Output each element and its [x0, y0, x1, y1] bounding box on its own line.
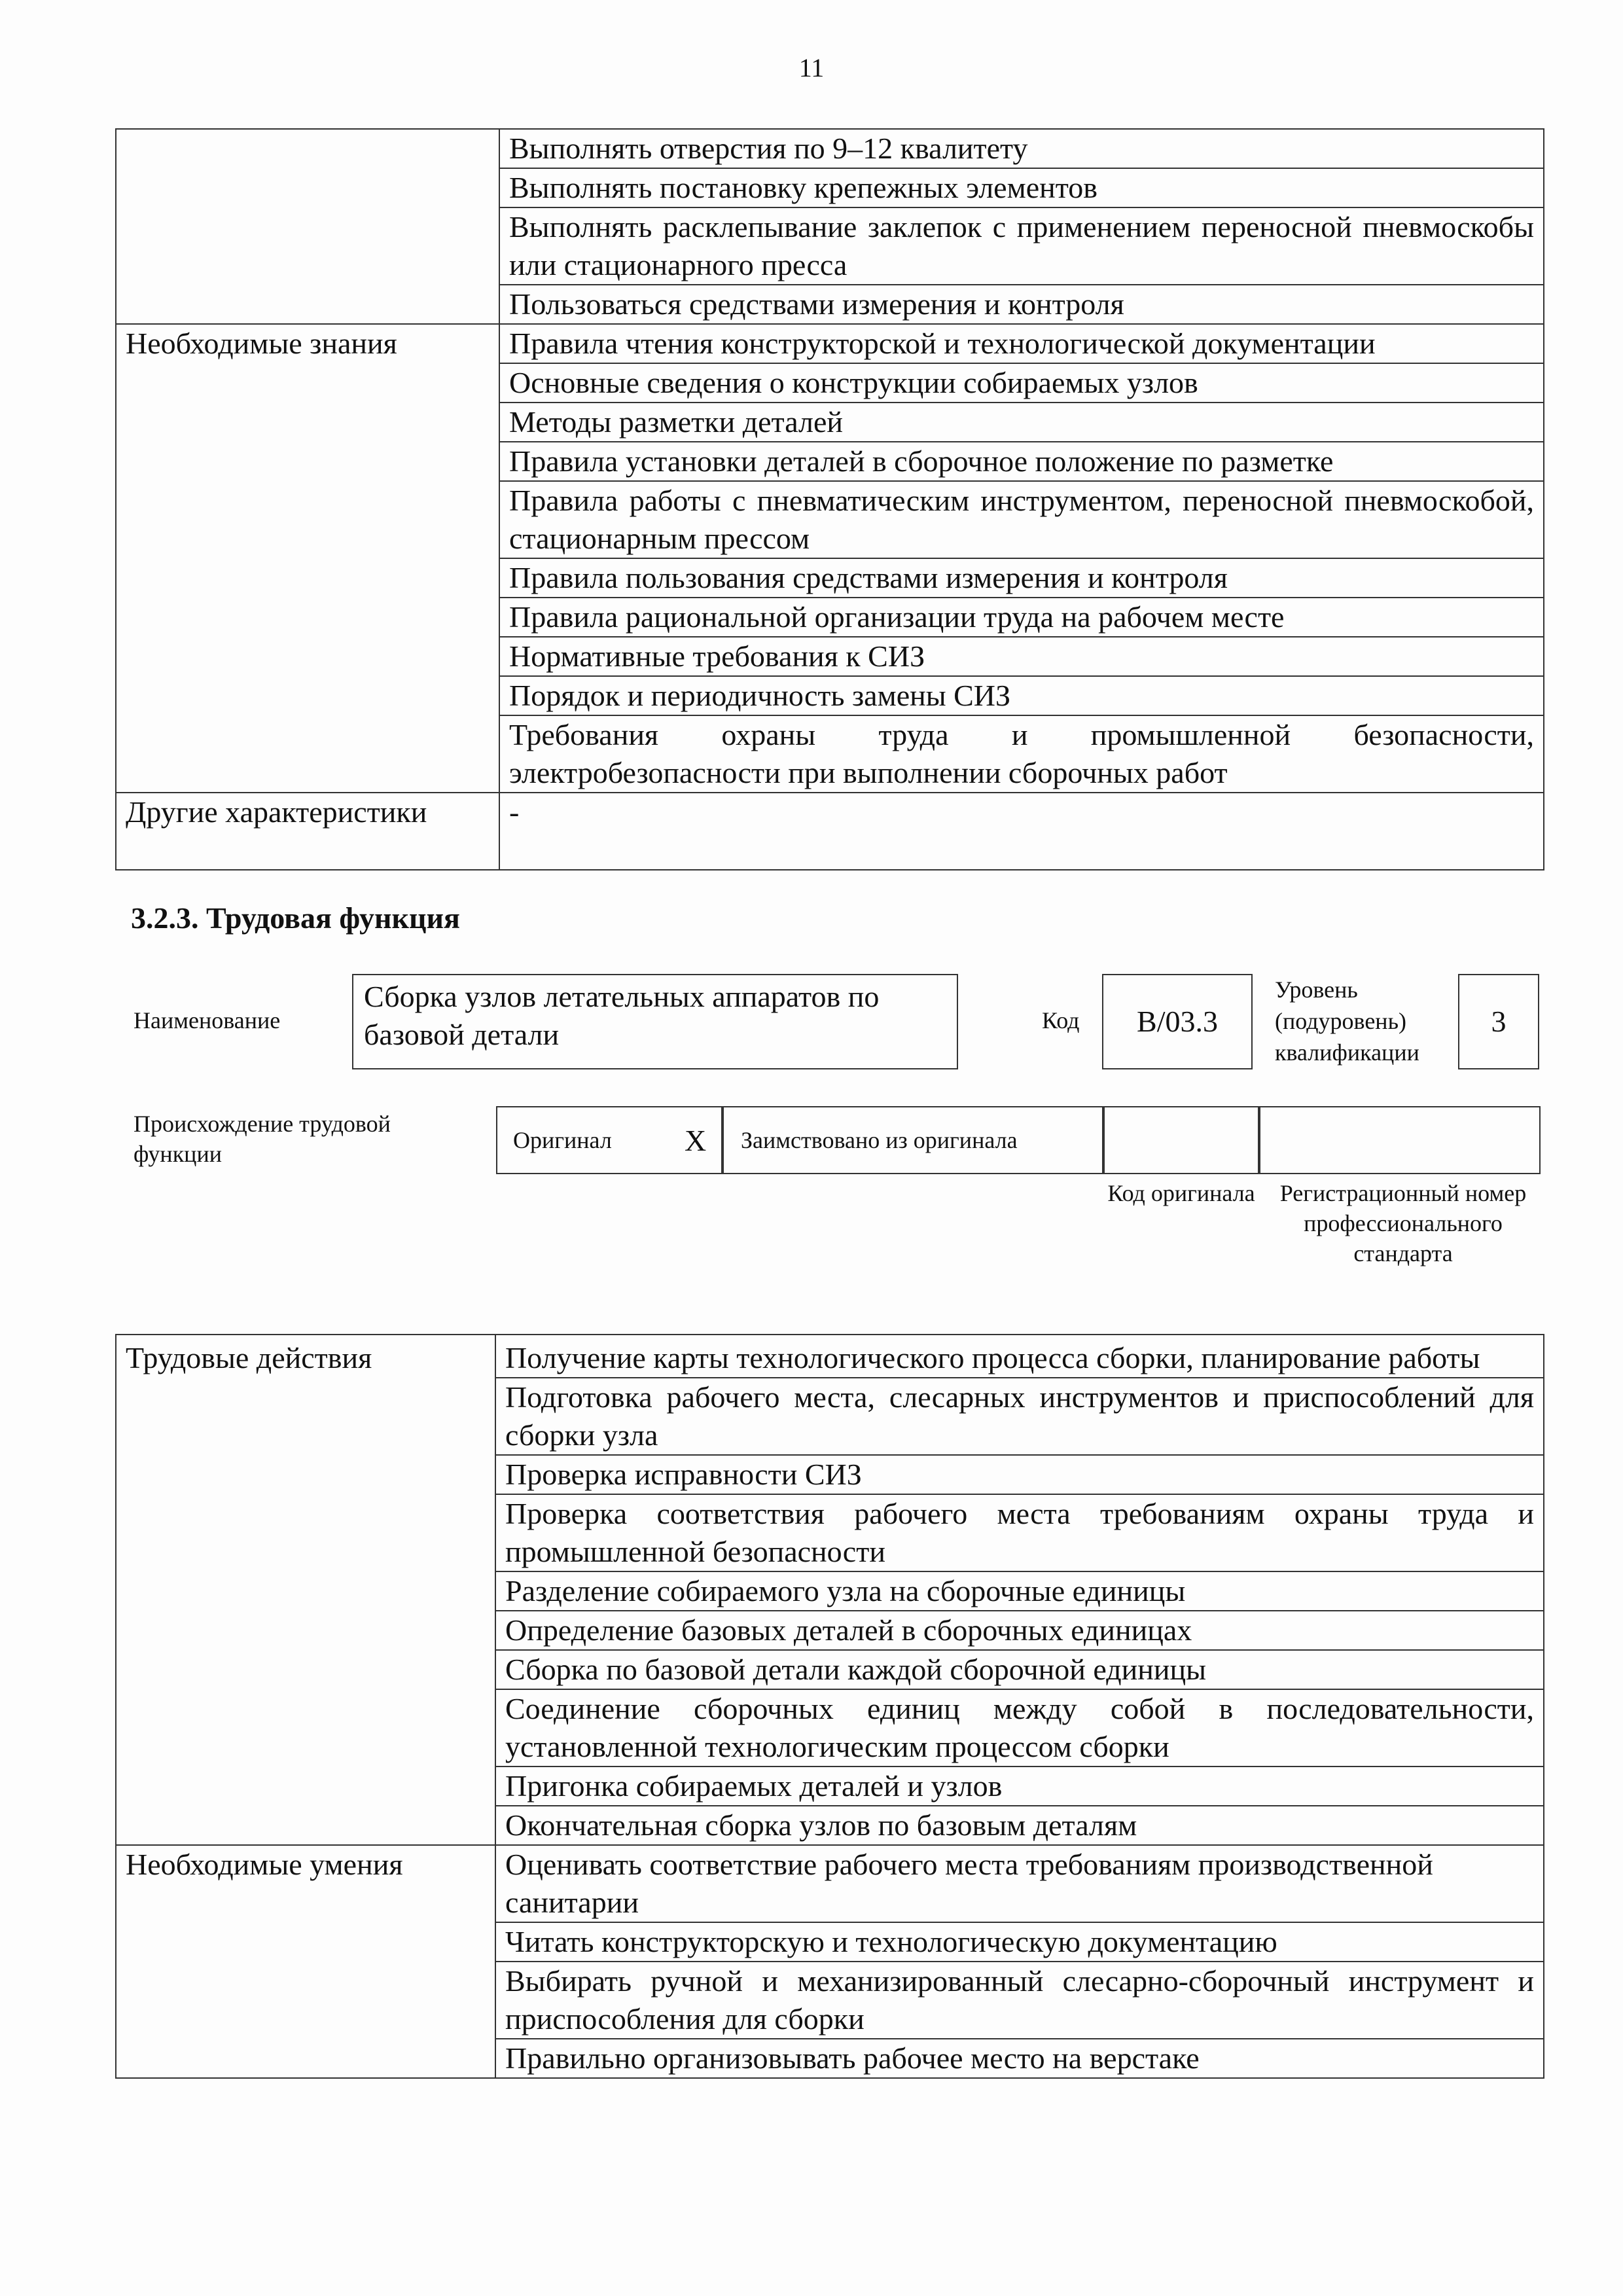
table-row: [116, 442, 1544, 481]
row-label: [116, 285, 499, 324]
name-label: Наименование: [134, 1007, 281, 1033]
origin-label: Происхождение трудовой функции: [134, 1111, 391, 1167]
borrowed-cell: [722, 1106, 1103, 1174]
row-label: [116, 637, 499, 676]
code-label: Код: [1042, 1007, 1080, 1033]
row-label: [116, 207, 499, 285]
table-row: [116, 676, 1544, 715]
table-row: [116, 1378, 1544, 1455]
competency-table-1: [115, 128, 1544, 870]
row-text: Читать конструкторскую и технологическую документацию: [495, 1922, 1544, 1962]
table-row: [116, 2039, 1544, 2078]
group-label-skills: Необходимые умения: [116, 1845, 495, 1922]
row-label: [116, 1455, 495, 1494]
table-row: [116, 403, 1544, 442]
reg-number-cell: [1259, 1106, 1541, 1174]
row-text: Проверка исправности СИЗ: [495, 1455, 1544, 1494]
code-original-cell: [1103, 1106, 1259, 1174]
original-label: Оригинал: [513, 1127, 612, 1153]
table-row: [116, 1611, 1544, 1650]
row-label: [116, 1806, 495, 1845]
row-label: [116, 168, 499, 207]
row-label: [116, 1767, 495, 1806]
section-title: 3.2.3. Трудовая функция: [131, 901, 460, 935]
row-label: [116, 1378, 495, 1455]
row-label: [116, 1571, 495, 1611]
row-label: [116, 363, 499, 403]
row-label: [116, 1650, 495, 1689]
table-row: [116, 168, 1544, 207]
table-row: [116, 1962, 1544, 2039]
original-mark: X: [685, 1124, 707, 1157]
row-text: Методы разметки деталей: [499, 403, 1544, 442]
row-text: Пользоваться средствами измерения и контроля: [499, 285, 1544, 324]
row-label: [116, 676, 499, 715]
table-row: [116, 1650, 1544, 1689]
row-text: Соединение сборочных единиц между собой в последовательности, установленной технологическим процессом сборки: [495, 1689, 1544, 1767]
row-label: [116, 481, 499, 558]
competency-table-2: [115, 1334, 1544, 2079]
table-row: [116, 1845, 1544, 1922]
row-label: [116, 2039, 495, 2078]
row-label: [116, 403, 499, 442]
row-text: Правила рациональной организации труда на рабочем месте: [499, 598, 1544, 637]
row-label: [116, 1962, 495, 2039]
row-text: Правила установки деталей в сборочное положение по разметке: [499, 442, 1544, 481]
row-label: [116, 1611, 495, 1650]
row-text: Окончательная сборка узлов по базовым деталям: [495, 1806, 1544, 1845]
code-value: B/03.3: [1102, 974, 1253, 1069]
table-row: [116, 558, 1544, 598]
table-row: [116, 129, 1544, 168]
table-row: [116, 1455, 1544, 1494]
row-text: Выполнять постановку крепежных элементов: [499, 168, 1544, 207]
row-label: [116, 558, 499, 598]
table-row: [116, 637, 1544, 676]
borrowed-label: Заимствовано из оригинала: [741, 1127, 1018, 1153]
row-text: Правила пользования средствами измерения и контроля: [499, 558, 1544, 598]
table-row: [116, 285, 1544, 324]
reg-number-caption: Регистрационный номер профессионального стандарта: [1279, 1180, 1527, 1266]
row-text: Получение карты технологического процесса сборки, планирование работы: [495, 1335, 1544, 1378]
row-label: [116, 129, 499, 168]
row-text: Правила чтения конструкторской и технологической документации: [499, 324, 1544, 363]
row-label: [116, 1494, 495, 1571]
table-row: [116, 324, 1544, 363]
table-row: [116, 793, 1544, 870]
table-row: [116, 1494, 1544, 1571]
table-row: [116, 1689, 1544, 1767]
row-text: Основные сведения о конструкции собираемых узлов: [499, 363, 1544, 403]
row-text: Выполнять отверстия по 9–12 квалитету: [499, 129, 1544, 168]
name-value: Сборка узлов летательных аппаратов по базовой детали: [352, 974, 958, 1069]
row-label: [116, 598, 499, 637]
row-text: -: [499, 793, 1544, 870]
table-row: [116, 1806, 1544, 1845]
table-row: [116, 598, 1544, 637]
row-text: Подготовка рабочего места, слесарных инструментов и приспособлений для сборки узла: [495, 1378, 1544, 1455]
group-label-actions: Трудовые действия: [116, 1335, 495, 1378]
row-label: [116, 1922, 495, 1962]
row-text: Оценивать соответствие рабочего места требованиям производственной санитарии: [495, 1845, 1544, 1922]
row-text: Правила работы с пневматическим инструментом, переносной пневмоскобой, стационарным прессом: [499, 481, 1544, 558]
table-row: [116, 481, 1544, 558]
table-row: [116, 1335, 1544, 1378]
row-text: Выбирать ручной и механизированный слесарно-сборочный инструмент и приспособления для сборки: [495, 1962, 1544, 2039]
row-label: [116, 1689, 495, 1767]
row-label: [116, 715, 499, 793]
group-label-other: Другие характеристики: [116, 793, 499, 870]
page-number: 11: [798, 53, 825, 82]
table-row: [116, 1922, 1544, 1962]
table-row: [116, 1571, 1544, 1611]
row-text: Требования охраны труда и промышленной безопасности, электробезопасности при выполнении сборочных работ: [499, 715, 1544, 793]
row-label: [116, 442, 499, 481]
group-label-knowledge: Необходимые знания: [116, 324, 499, 363]
row-text: Разделение собираемого узла на сборочные единицы: [495, 1571, 1544, 1611]
table-row: [116, 207, 1544, 285]
row-text: Порядок и периодичность замены СИЗ: [499, 676, 1544, 715]
row-text: Выполнять расклепывание заклепок с применением переносной пневмоскобы или стационарного пресса: [499, 207, 1544, 285]
row-text: Правильно организовывать рабочее место на верстаке: [495, 2039, 1544, 2078]
table-row: [116, 1767, 1544, 1806]
row-text: Проверка соответствия рабочего места требованиям охраны труда и промышленной безопасности: [495, 1494, 1544, 1571]
row-text: Сборка по базовой детали каждой сборочной единицы: [495, 1650, 1544, 1689]
row-text: Нормативные требования к СИЗ: [499, 637, 1544, 676]
level-label: Уровень (подуровень) квалификации: [1275, 977, 1419, 1066]
table-row: [116, 363, 1544, 403]
code-original-caption: Код оригинала: [1107, 1180, 1255, 1206]
table-row: [116, 715, 1544, 793]
row-text: Пригонка собираемых деталей и узлов: [495, 1767, 1544, 1806]
row-text: Определение базовых деталей в сборочных единицах: [495, 1611, 1544, 1650]
level-value: 3: [1458, 974, 1539, 1069]
